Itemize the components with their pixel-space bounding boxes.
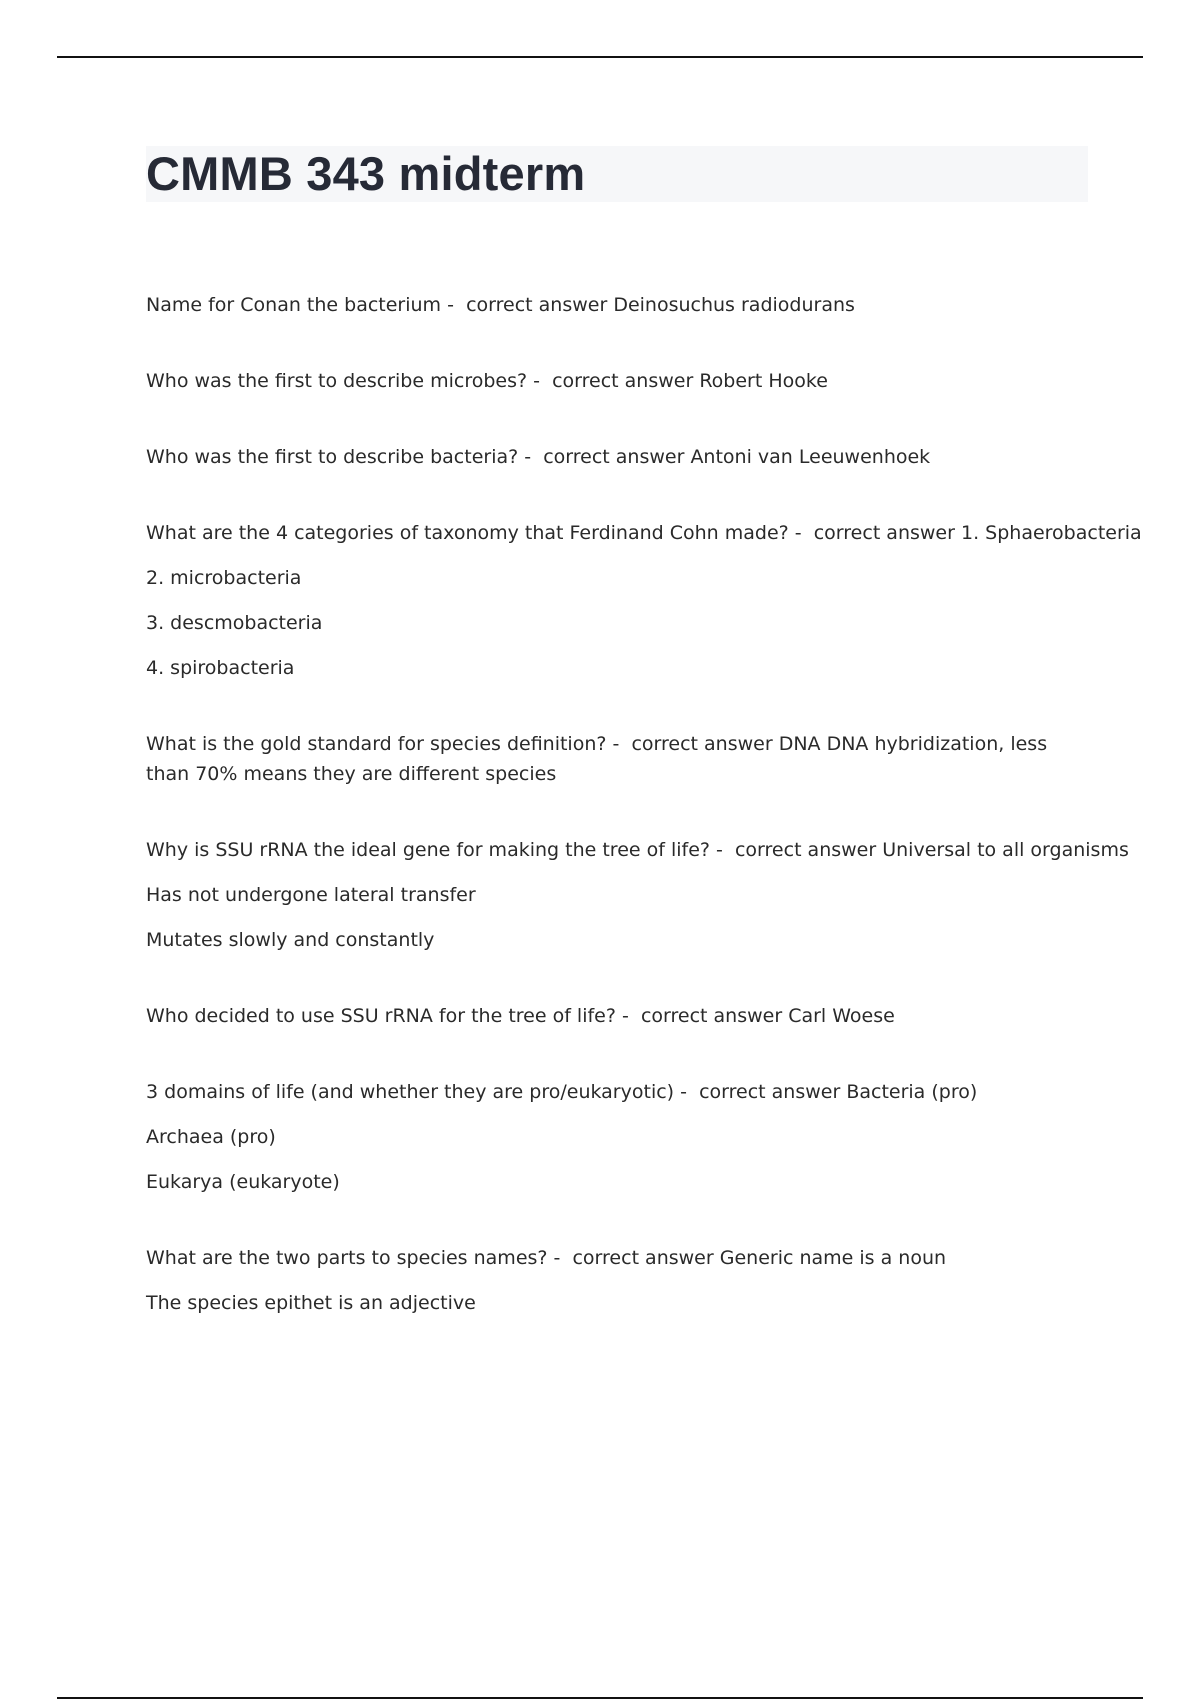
question-text: Who was the first to describe microbes? -	[146, 370, 540, 392]
qa-item	[146, 1077, 1096, 1197]
qa-first-line	[146, 518, 1142, 548]
answer-label: correct answer	[466, 294, 608, 316]
question-text: What are the 4 categories of taxonomy that Ferdinand Cohn made? -	[146, 522, 802, 544]
answer-label: correct answer	[631, 733, 773, 755]
answer-line: Mutates slowly and constantly	[146, 929, 435, 951]
question-text: Who was the first to describe bacteria? -	[146, 446, 532, 468]
answer-line: The species epithet is an adjective	[146, 1292, 476, 1314]
question-text: Why is SSU rRNA the ideal gene for making the tree of life? -	[146, 839, 723, 861]
answer-text: Carl Woese	[788, 1005, 895, 1027]
qa-item	[146, 1243, 1096, 1318]
qa-first-line	[146, 1077, 1096, 1107]
answer-text: Generic name is a noun	[719, 1247, 947, 1269]
answer-text: Robert Hooke	[699, 370, 828, 392]
footer-rule	[57, 1697, 1143, 1699]
answer-text: Universal to all organisms	[882, 839, 1129, 861]
qa-list	[146, 290, 1142, 1364]
answer-label: correct answer	[699, 1081, 841, 1103]
qa-item	[146, 366, 1096, 396]
question-text: Name for Conan the bacterium -	[146, 294, 454, 316]
question-text: 3 domains of life (and whether they are pro/eukaryotic) -	[146, 1081, 687, 1103]
qa-first-line	[146, 442, 1096, 472]
answer-label: correct answer	[572, 1247, 714, 1269]
answer-line: Eukarya (eukaryote)	[146, 1171, 340, 1193]
qa-item	[146, 518, 1142, 683]
qa-first-line	[146, 1243, 1096, 1273]
qa-first-line	[146, 290, 1096, 320]
qa-item	[146, 290, 1096, 320]
answer-label: correct answer	[734, 839, 877, 861]
qa-item	[146, 835, 1129, 955]
qa-item	[146, 442, 1096, 472]
answer-line: 4. spirobacteria	[146, 657, 295, 679]
answer-text: Deinosuchus radiodurans	[613, 294, 855, 316]
qa-item	[146, 1001, 1096, 1031]
answer-line: 2. microbacteria	[146, 567, 302, 589]
question-text: Who decided to use SSU rRNA for the tree of life? -	[146, 1005, 629, 1027]
question-text: What is the gold standard for species definition? -	[146, 733, 620, 755]
page-title: CMMB 343 midterm	[146, 147, 586, 200]
answer-text: DNA DNA hybridization, less than 70% means they are different species	[146, 733, 1048, 785]
answer-label: correct answer	[813, 522, 955, 544]
answer-label: correct answer	[552, 370, 694, 392]
qa-first-line	[146, 729, 1096, 789]
question-text: What are the two parts to species names? -	[146, 1247, 561, 1269]
qa-first-line	[146, 366, 1096, 396]
answer-line: Has not undergone lateral transfer	[146, 884, 476, 906]
answer-line: 3. descmobacteria	[146, 612, 323, 634]
answer-label: correct answer	[543, 446, 685, 468]
answer-line: Archaea (pro)	[146, 1126, 276, 1148]
qa-first-line	[146, 1001, 1096, 1031]
answer-label: correct answer	[640, 1005, 783, 1027]
answer-text: Antoni van Leeuwenhoek	[690, 446, 931, 468]
header-rule	[57, 56, 1143, 58]
qa-item	[146, 729, 1096, 789]
qa-first-line	[146, 835, 1129, 865]
answer-text: Bacteria (pro)	[846, 1081, 978, 1103]
answer-text: 1. Sphaerobacteria	[960, 522, 1142, 544]
